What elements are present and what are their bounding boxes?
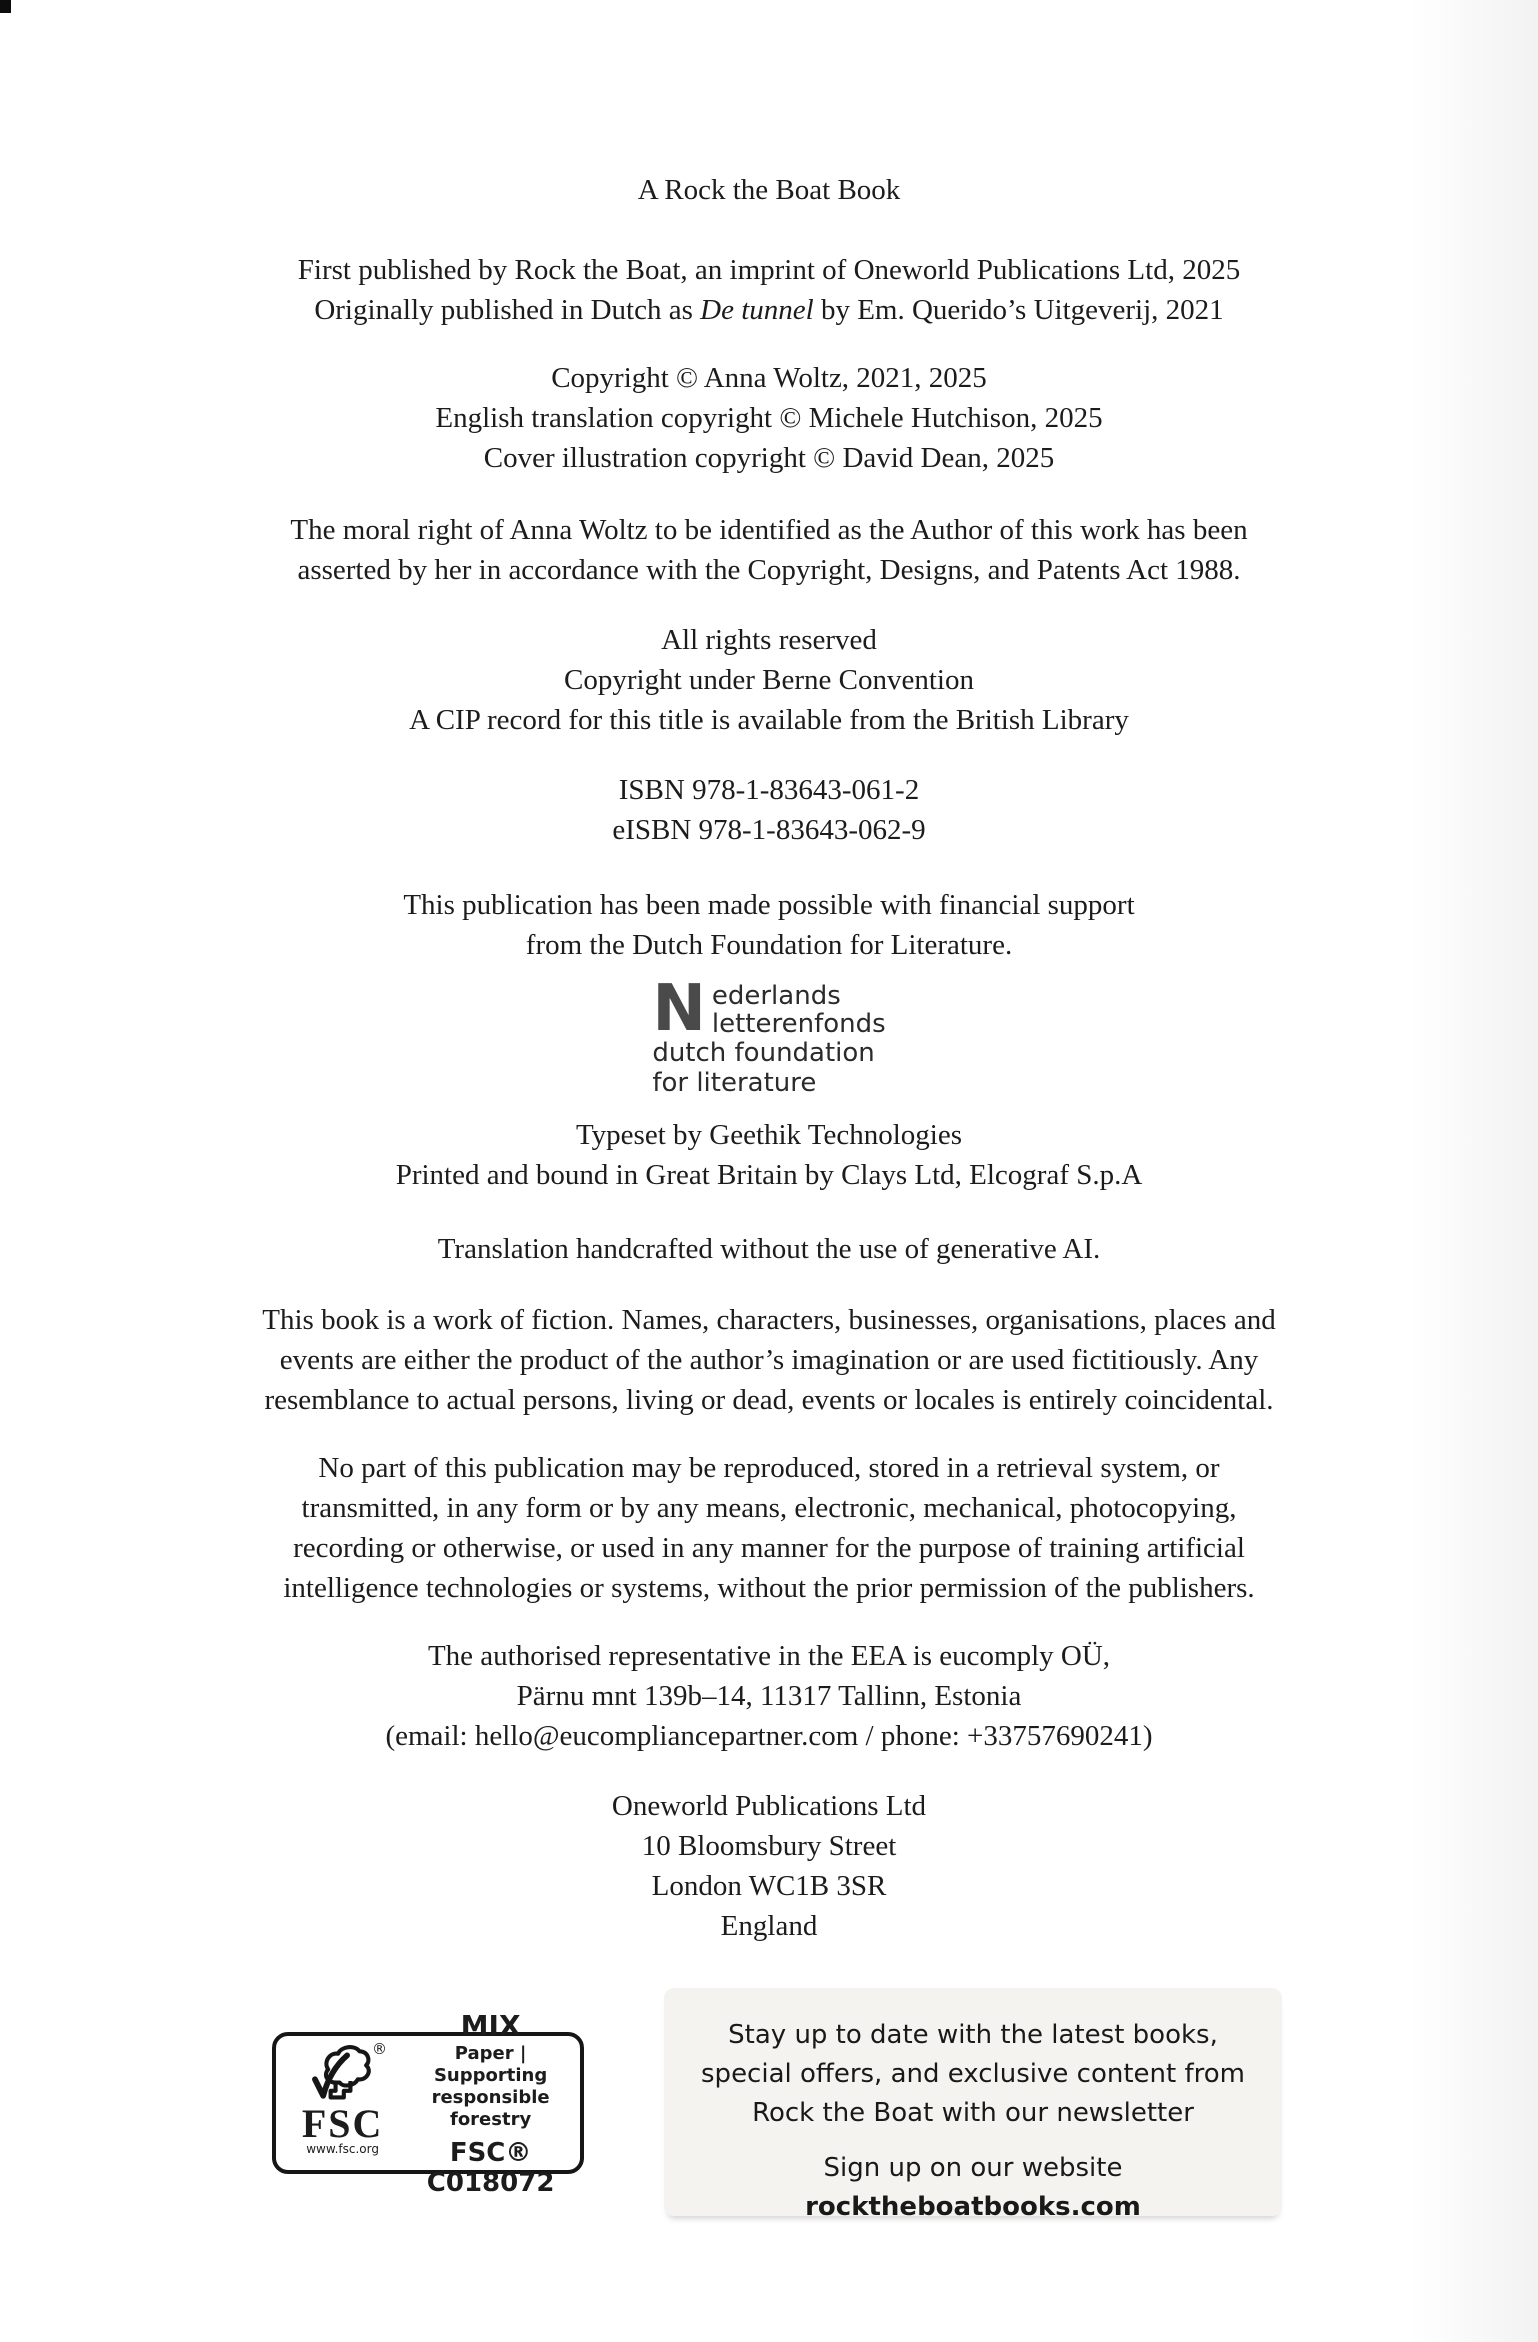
eea-line: Pärnu mnt 139b–14, 11317 Tallinn, Estonia	[516, 1680, 1022, 1712]
isbn-block	[0, 770, 1538, 850]
address-line: London WC1B 3SR	[651, 1870, 887, 1902]
moral-right-line: The moral right of Anna Woltz to be identified as the Author of this work has been	[290, 514, 1248, 546]
fiction-disclaimer-line: resemblance to actual persons, living or dead, events or locales is entirely coincidental.	[264, 1384, 1274, 1416]
publisher-block	[0, 250, 1538, 330]
funding-line: This publication has been made possible with financial support	[403, 889, 1135, 921]
fsc-url: www.fsc.org	[306, 2142, 379, 2156]
fsc-paper-line: responsible forestry	[431, 2086, 550, 2130]
funding-line: from the Dutch Foundation for Literature.	[525, 929, 1013, 961]
copyright-line: English translation copyright © Michele Hutchison, 2025	[435, 402, 1103, 434]
copyright-block	[0, 358, 1538, 478]
letterenfonds-logo-text: dutch foundation	[652, 1038, 875, 1068]
production-line: Printed and bound in Great Britain by Clays Ltd, Elcograf S.p.A	[395, 1159, 1143, 1191]
permissions-line: transmitted, in any form or by any means, electronic, mechanical, photocopying,	[301, 1492, 1237, 1524]
newsletter-line: Rock the Boat with our newsletter	[752, 2098, 1194, 2128]
newsletter-spacer	[664, 2133, 1282, 2149]
address-line: England	[720, 1910, 818, 1942]
scan-artifact-mark	[0, 0, 11, 13]
imprint-title: A Rock the Boat Book	[637, 174, 901, 206]
fiction-disclaimer-line: events are either the product of the author’s imagination or are used fictitiously. Any	[279, 1344, 1259, 1376]
ai-note-line: Translation handcrafted without the use of generative AI.	[437, 1233, 1101, 1265]
moral-right-line: asserted by her in accordance with the Copyright, Designs, and Patents Act 1988.	[297, 554, 1241, 586]
fsc-cert-code: FSC® C018072	[426, 2137, 555, 2198]
newsletter-box	[664, 1988, 1282, 2222]
copyright-line: Copyright © Anna Woltz, 2021, 2025	[551, 362, 987, 394]
production-block	[0, 1115, 1538, 1195]
original-dutch-title: De tunnel	[700, 294, 814, 326]
newsletter-website: rocktheboatbooks.com	[805, 2192, 1141, 2222]
rights-line: A CIP record for this title is available from the British Library	[409, 704, 1129, 736]
moral-right-block	[0, 510, 1538, 590]
isbn-number: ISBN 978-1-83643-061-2	[618, 774, 920, 806]
rights-line: All rights reserved	[661, 624, 877, 656]
originally-published-line	[0, 290, 1538, 330]
permissions-line: intelligence technologies or systems, without the prior permission of the publishers.	[283, 1572, 1255, 1604]
publisher-address-block	[0, 1786, 1538, 1946]
fsc-wordmark: FSC	[301, 2101, 384, 2146]
fsc-certification-label	[272, 2008, 584, 2198]
letterenfonds-logo-text: letterenfonds	[711, 1009, 886, 1039]
imprint-title-block	[0, 170, 1538, 210]
fsc-tree-checkmark-icon	[310, 2044, 376, 2108]
permissions-line: recording or otherwise, or used in any manner for the purpose of training artificial	[293, 1532, 1245, 1564]
eisbn-number: eISBN 978-1-83643-062-9	[612, 814, 926, 846]
letterenfonds-logo-text: ederlands	[711, 981, 841, 1011]
ai-note-block	[0, 1229, 1538, 1269]
orig-prefix: Originally published in Dutch as	[314, 294, 701, 326]
production-line: Typeset by Geethik Technologies	[575, 1119, 962, 1151]
newsletter-line: special offers, and exclusive content from	[701, 2059, 1245, 2089]
funding-block	[0, 885, 1538, 965]
fsc-paper-line: Paper | Supporting	[433, 2042, 548, 2086]
permissions-block	[0, 1448, 1538, 1608]
registered-trademark-icon: ®	[372, 2040, 387, 2058]
newsletter-line: Stay up to date with the latest books,	[728, 2020, 1218, 2050]
permissions-line: No part of this publication may be reproduced, stored in a retrieval system, or	[318, 1452, 1220, 1484]
letterenfonds-logo	[0, 972, 1538, 1098]
rights-block	[0, 620, 1538, 740]
copyright-line: Cover illustration copyright © David Dean, 2025	[483, 442, 1055, 474]
address-line: Oneworld Publications Ltd	[611, 1790, 927, 1822]
fiction-disclaimer-line: This book is a work of fiction. Names, characters, businesses, organisations, places and	[262, 1304, 1276, 1336]
eea-line: (email: hello@eucompliancepartner.com / phone: +33757690241)	[385, 1720, 1153, 1752]
address-line: 10 Bloomsbury Street	[641, 1830, 897, 1862]
letterenfonds-n-initial: N	[652, 972, 706, 1046]
first-published-line: First published by Rock the Boat, an imprint of Oneworld Publications Ltd, 2025	[297, 254, 1241, 286]
fsc-mix-label: MIX	[460, 2008, 521, 2042]
eea-representative-block	[0, 1636, 1538, 1756]
newsletter-signup-line: Sign up on our website	[823, 2153, 1123, 2183]
rights-line: Copyright under Berne Convention	[564, 664, 974, 696]
eea-line: The authorised representative in the EEA is eucomply OÜ,	[427, 1640, 1111, 1672]
orig-suffix: by Em. Querido’s Uitgeverij, 2021	[813, 294, 1224, 326]
letterenfonds-logo-text: for literature	[652, 1068, 817, 1098]
fiction-disclaimer-block	[0, 1300, 1538, 1420]
